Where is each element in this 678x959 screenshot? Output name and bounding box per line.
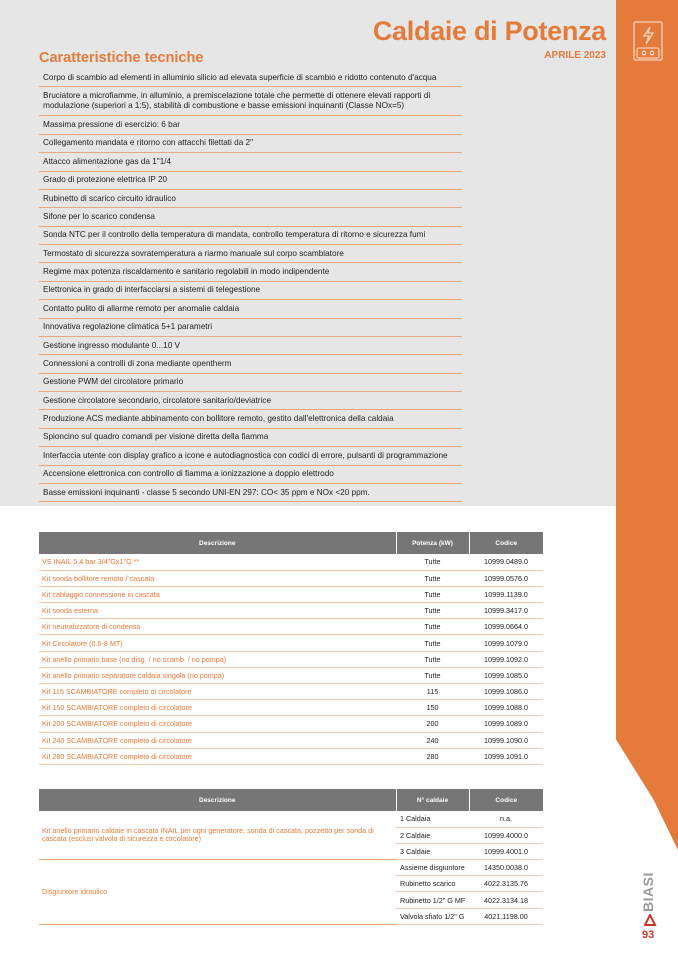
description-cell: Kit 115 SCAMBIATORE completo di circolatore: [39, 684, 396, 700]
code-cell: 10999.1139.0: [469, 586, 543, 602]
item-cell: Rubinetto scarico: [396, 876, 469, 892]
power-cell: 240: [396, 732, 469, 748]
feature-item: Sifone per lo scarico condensa: [39, 208, 462, 226]
description-cell: Kit sonda bollitore remoto / cascata: [39, 570, 396, 586]
description-cell: VS INAIL 5.4 bar 3/4"Gx1"G **: [39, 554, 396, 570]
code-cell: 10999.1092.0: [469, 651, 543, 667]
boiler-lightning-icon: [632, 20, 664, 62]
accessories-table: [39, 532, 543, 765]
power-cell: 115: [396, 684, 469, 700]
feature-item: Massima pressione di esercizio: 6 bar: [39, 116, 462, 134]
table-row: [39, 748, 543, 764]
code-cell: 10999.1089.0: [469, 716, 543, 732]
page-date: APRILE 2023: [544, 50, 606, 61]
code-cell: 10999.1085.0: [469, 667, 543, 683]
code-cell: 10999.1091.0: [469, 748, 543, 764]
feature-item: Interfaccia utente con display grafico a icone e autodiagnostica con codici di errore, pulsanti di programmazione: [39, 447, 462, 465]
feature-item: Regime max potenza riscaldamento e sanitario regolabili in modo indipendente: [39, 263, 462, 281]
feature-item: Grado di protezione elettrica IP 20: [39, 172, 462, 190]
power-cell: Tutte: [396, 619, 469, 635]
code-cell: 14350.0038.0: [469, 860, 543, 876]
feature-item: Gestione PWM del circolatore primario: [39, 374, 462, 392]
table-row: [39, 651, 543, 667]
column-header-code: Codice: [469, 532, 543, 554]
description-cell: Kit 280 SCAMBIATORE completo di circolatore: [39, 748, 396, 764]
features-heading: Caratteristiche tecniche: [39, 50, 204, 66]
description-cell: Kit sonda esterna: [39, 603, 396, 619]
column-header-description: Descrizione: [39, 532, 396, 554]
power-cell: Tutte: [396, 586, 469, 602]
feature-item: Collegamento mandata e ritorno con attacchi filettati da 2": [39, 135, 462, 153]
description-cell: Kit 240 SCAMBIATORE completo di circolatore: [39, 732, 396, 748]
page-title: Caldaie di Potenza: [372, 16, 606, 46]
power-cell: Tutte: [396, 667, 469, 683]
code-cell: 10999.4001.0: [469, 843, 543, 859]
features-list: [39, 69, 462, 502]
feature-item: Gestione ingresso modulante 0...10 V: [39, 337, 462, 355]
description-cell: Kit cablaggio connessione in cascata: [39, 586, 396, 602]
power-cell: 200: [396, 716, 469, 732]
cascade-table: [39, 789, 543, 925]
table-row: [39, 635, 543, 651]
feature-item: Bruciatore a microfiamme, in alluminio, a premiscelazione totale che permette di ottenere elevati rapporti di modulazione (superiori a 1:5), stabilità di combustione e basse emissioni inquinanti (Classe NOx=5): [39, 87, 462, 116]
power-cell: Tutte: [396, 603, 469, 619]
brand-name: BIASI: [640, 872, 656, 912]
table-row: [39, 554, 543, 570]
page-number: 93: [642, 929, 655, 941]
code-cell: 10999.1090.0: [469, 732, 543, 748]
code-cell: 10999.0489.0: [469, 554, 543, 570]
item-cell: Valvola sfiato 1/2" G: [396, 908, 469, 924]
table-row: [39, 619, 543, 635]
item-cell: Rubinetto 1/2" G MF: [396, 892, 469, 908]
side-accent-band: [616, 0, 678, 850]
power-cell: Tutte: [396, 635, 469, 651]
table-row: [39, 732, 543, 748]
code-cell: 10999.3417.0: [469, 603, 543, 619]
feature-item: Sonda NTC per il controllo della temperatura di mandata, controllo temperatura di ritorno e sicurezza fumi: [39, 227, 462, 245]
column-header-boiler-count: N° caldaie: [396, 789, 469, 811]
table-row: [39, 570, 543, 586]
item-cell: Assieme disgiuntore: [396, 860, 469, 876]
brand-logo-icon: [644, 913, 657, 925]
item-cell: 2 Caldaie: [396, 827, 469, 843]
code-cell: 10999.1088.0: [469, 700, 543, 716]
power-cell: 280: [396, 748, 469, 764]
feature-item: Connessioni a controlli di zona mediante opentherm: [39, 355, 462, 373]
table-row: [39, 860, 543, 876]
description-cell: Kit 150 SCAMBIATORE completo di circolatore: [39, 700, 396, 716]
description-cell: Kit anello primario base (no disg. / no scamb. / no pompa): [39, 651, 396, 667]
feature-item: Innovativa regolazione climatica 5+1 parametri: [39, 319, 462, 337]
code-cell: 10999.4000.0: [469, 827, 543, 843]
code-cell: 10999.0576.0: [469, 570, 543, 586]
description-cell: Kit anello primario caldaie in cascata INAIL per ogni generatore, sonda di cascata, pozzetto per sonda di cascata (esclusi valvola di sicurezza e circolatore): [39, 811, 396, 860]
column-header-description: Descrizione: [39, 789, 396, 811]
item-cell: 1 Caldaia: [396, 811, 469, 827]
column-header-power: Potenza (kW): [396, 532, 469, 554]
code-cell: 4022.3135.76: [469, 876, 543, 892]
feature-item: Rubinetto di scarico circuito idraulico: [39, 190, 462, 208]
code-cell: 10999.1086.0: [469, 684, 543, 700]
feature-item: Gestione circolatore secondario, circolatore sanitario/deviatrice: [39, 392, 462, 410]
feature-item: Corpo di scambio ad elementi in alluminio silicio ad elevata superficie di scambio e ridotto contenuto d'acqua: [39, 69, 462, 87]
description-cell: Kit anello primario separatore caldaia singola (no pompa): [39, 667, 396, 683]
column-header-code: Codice: [469, 789, 543, 811]
code-cell: n.a.: [469, 811, 543, 827]
power-cell: 150: [396, 700, 469, 716]
feature-item: Basse emissioni inquinanti - classe 5 secondo UNI-EN 297: CO< 35 ppm e NOx <20 ppm.: [39, 484, 462, 502]
feature-item: Termostato di sicurezza sovratemperatura a riarmo manuale sul corpo scambiatore: [39, 245, 462, 263]
code-cell: 4022.3134.18: [469, 892, 543, 908]
feature-item: Produzione ACS mediante abbinamento con bollitore remoto, gestito dall'elettronica della caldaia: [39, 410, 462, 428]
feature-item: Attacco alimentazione gas da 1"1/4: [39, 153, 462, 171]
table-header-row: [39, 532, 543, 554]
feature-item: Spioncino sul quadro comandi per visione diretta della fiamma: [39, 429, 462, 447]
description-cell: Kit neutralizzatore di condensa: [39, 619, 396, 635]
power-cell: Tutte: [396, 651, 469, 667]
description-cell: Kit 200 SCAMBIATORE completo di circolatore: [39, 716, 396, 732]
code-cell: 4021.1198.00: [469, 908, 543, 924]
feature-item: Elettronica in grado di interfacciarsi a sistemi di telegestione: [39, 282, 462, 300]
table-header-row: [39, 789, 543, 811]
table-row: [39, 716, 543, 732]
description-cell: Kit Circolatore (0.5-8 MT): [39, 635, 396, 651]
table-row: [39, 603, 543, 619]
feature-item: Contatto pulito di allarme remoto per anomalie caldaia: [39, 300, 462, 318]
table-row: [39, 811, 543, 827]
table-row: [39, 667, 543, 683]
power-cell: Tutte: [396, 570, 469, 586]
code-cell: 10999.0664.0: [469, 619, 543, 635]
table-row: [39, 700, 543, 716]
table-row: [39, 684, 543, 700]
description-cell: Disgiuntore idraulico: [39, 860, 396, 925]
code-cell: 10999.1079.0: [469, 635, 543, 651]
item-cell: 3 Caldaie: [396, 843, 469, 859]
power-cell: Tutte: [396, 554, 469, 570]
table-row: [39, 586, 543, 602]
feature-item: Accensione elettronica con controllo di fiamma a ionizzazione a doppio elettrodo: [39, 466, 462, 484]
